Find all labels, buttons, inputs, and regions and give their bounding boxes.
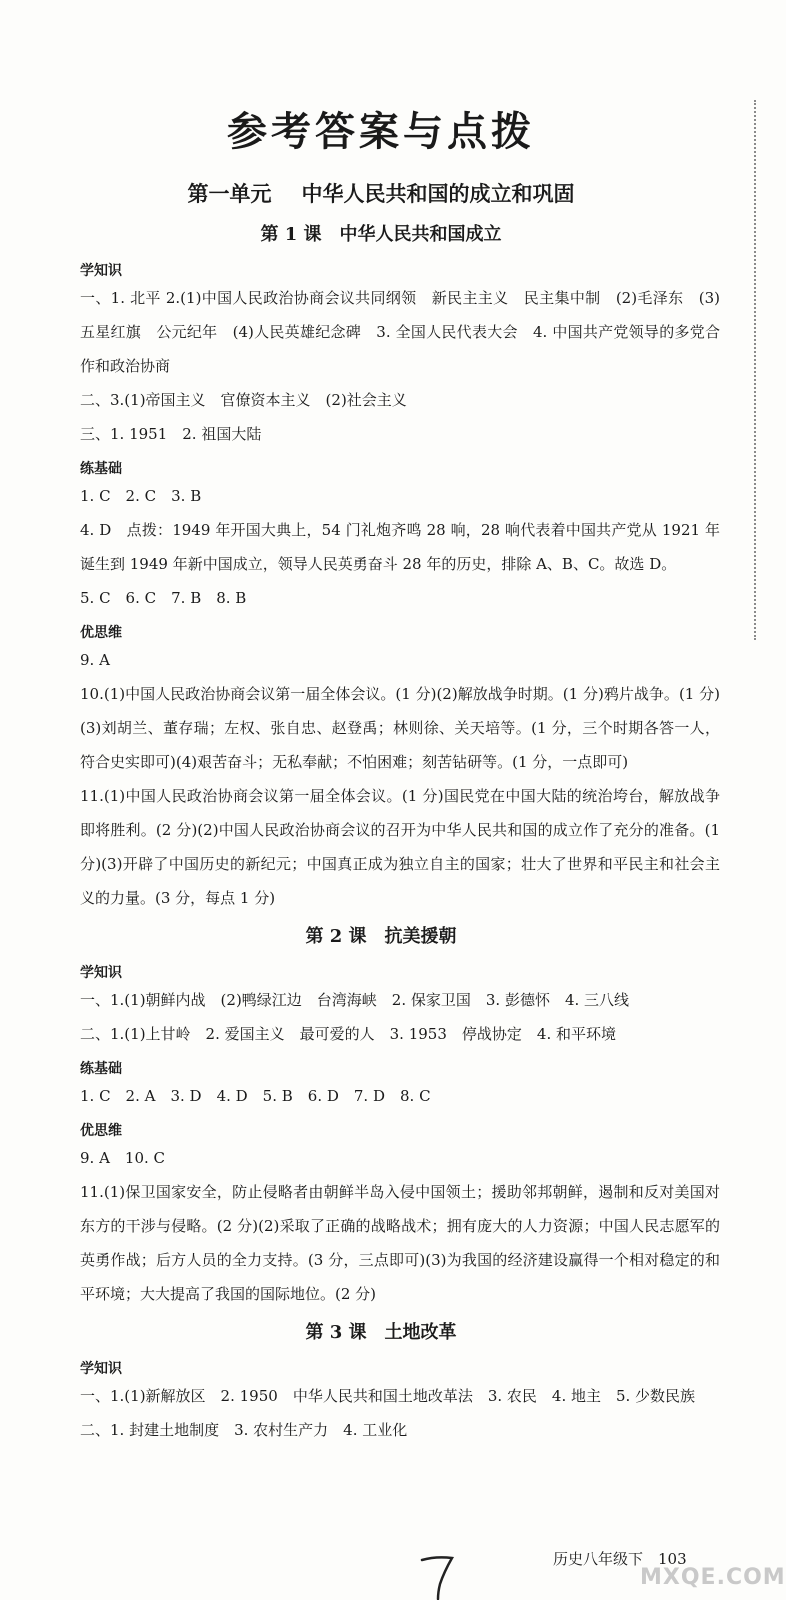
lesson-number: 第 1 课 [260, 224, 322, 245]
answer-paragraph: 二、1. 封建土地制度 3. 农村生产力 4. 工业化 [80, 1421, 408, 1439]
section-heading: 学知识 [80, 965, 122, 981]
lesson-name: 抗美援朝 [384, 926, 457, 947]
lesson-number: 第 2 课 [305, 926, 367, 947]
answer-paragraph: 三、1. 1951 2. 祖国大陆 [80, 425, 262, 443]
answer-paragraph: 1. C 2. C 3. B [80, 487, 202, 505]
answer-paragraph: 一、1. 北平 2.(1)中国人民政治协商会议共同纲领 新民主主义 民主集中制 (2)毛泽东 (3)五星红旗 公元纪年 (4)人民英雄纪念碑 3. 全国人民代表大会 4. 中国共产党领导的多党合作和政治协商 [80, 289, 720, 375]
lesson-3-title [0, 1318, 762, 1344]
answer-paragraph: 9. A [80, 651, 110, 669]
lesson-2-title [0, 922, 762, 948]
lesson-name: 中华人民共和国成立 [339, 224, 502, 245]
answer-paragraph: 一、1.(1)新解放区 2. 1950 中华人民共和国土地改革法 3. 农民 4. 地主 5. 少数民族 [80, 1387, 696, 1405]
section-heading: 练基础 [80, 461, 122, 477]
answer-paragraph: 9. A 10. C [80, 1149, 166, 1167]
lesson-name: 土地改革 [384, 1322, 457, 1343]
section-heading: 学知识 [80, 1361, 122, 1377]
section-heading: 优思维 [80, 625, 122, 641]
page-title: 参考答案与点拨 [227, 108, 535, 155]
lesson-number: 第 3 课 [305, 1322, 367, 1343]
answer-paragraph: 一、1.(1)朝鲜内战 (2)鸭绿江边 台湾海峡 2. 保家卫国 3. 彭德怀 4. 三八线 [80, 991, 630, 1009]
answer-paragraph: 二、1.(1)上甘岭 2. 爱国主义 最可爱的人 3. 1953 停战协定 4. 和平环境 [80, 1025, 616, 1043]
answer-paragraph: 二、3.(1)帝国主义 官僚资本主义 (2)社会主义 [80, 391, 407, 409]
section-heading: 学知识 [80, 263, 122, 279]
answer-paragraph: 5. C 6. C 7. B 8. B [80, 589, 247, 607]
unit-label: 第一单元 [187, 181, 272, 206]
watermark: MXQE.COM [640, 1565, 786, 1590]
answer-paragraph: 10.(1)中国人民政治协商会议第一届全体会议。(1 分)(2)解放战争时期。(1 分)鸦片战争。(1 分)(3)刘胡兰、董存瑞；左权、张自忠、赵登禹；林则徐、关天培等。(1 分，三个时期各答一人，符合史实即可)(4)艰苦奋斗；无私奉献；不怕困难；刻苦钻研等。(1 分，一点即可) [80, 685, 720, 771]
section-heading: 优思维 [80, 1123, 122, 1139]
page-footer: 历史八年级下 103 [553, 1550, 687, 1568]
answer-paragraph: 11.(1)中国人民政治协商会议第一届全体会议。(1 分)国民党在中国大陆的统治垮台，解放战争即将胜利。(2 分)(2)中国人民政治协商会议的召开为中华人民共和国的成立作了充分的准备。(1 分)(3)开辟了中国历史的新纪元；中国真正成为独立自主的国家；壮大了世界和平民主和社会主义的力量。(3 分，每点 1 分) [80, 787, 720, 907]
answer-paragraph: 4. D 点拨：1949 年开国大典上，54 门礼炮齐鸣 28 响，28 响代表着中国共产党从 1921 年诞生到 1949 年新中国成立，领导人民英勇奋斗 28 年的历史，排除 A、B、C。故选 D。 [80, 521, 720, 573]
lesson-1-title [0, 220, 762, 246]
answer-paragraph: 1. C 2. A 3. D 4. D 5. B 6. D 7. D 8. C [80, 1087, 431, 1105]
unit-name: 中华人民共和国的成立和巩固 [301, 181, 575, 206]
answer-paragraph: 11.(1)保卫国家安全，防止侵略者由朝鲜半岛入侵中国领土；援助邻邦朝鲜，遏制和反对美国对东方的干涉与侵略。(2 分)(2)采取了正确的战略战术；拥有庞大的人力资源；中国人民志愿军的英勇作战；后方人员的全力支持。(3 分，三点即可)(3)为我国的经济建设赢得一个相对稳定的和平环境；大大提高了我国的国际地位。(2 分) [80, 1183, 720, 1303]
section-heading: 练基础 [80, 1061, 122, 1077]
unit-title [0, 178, 762, 208]
handwritten-mark-icon [418, 1552, 458, 1600]
